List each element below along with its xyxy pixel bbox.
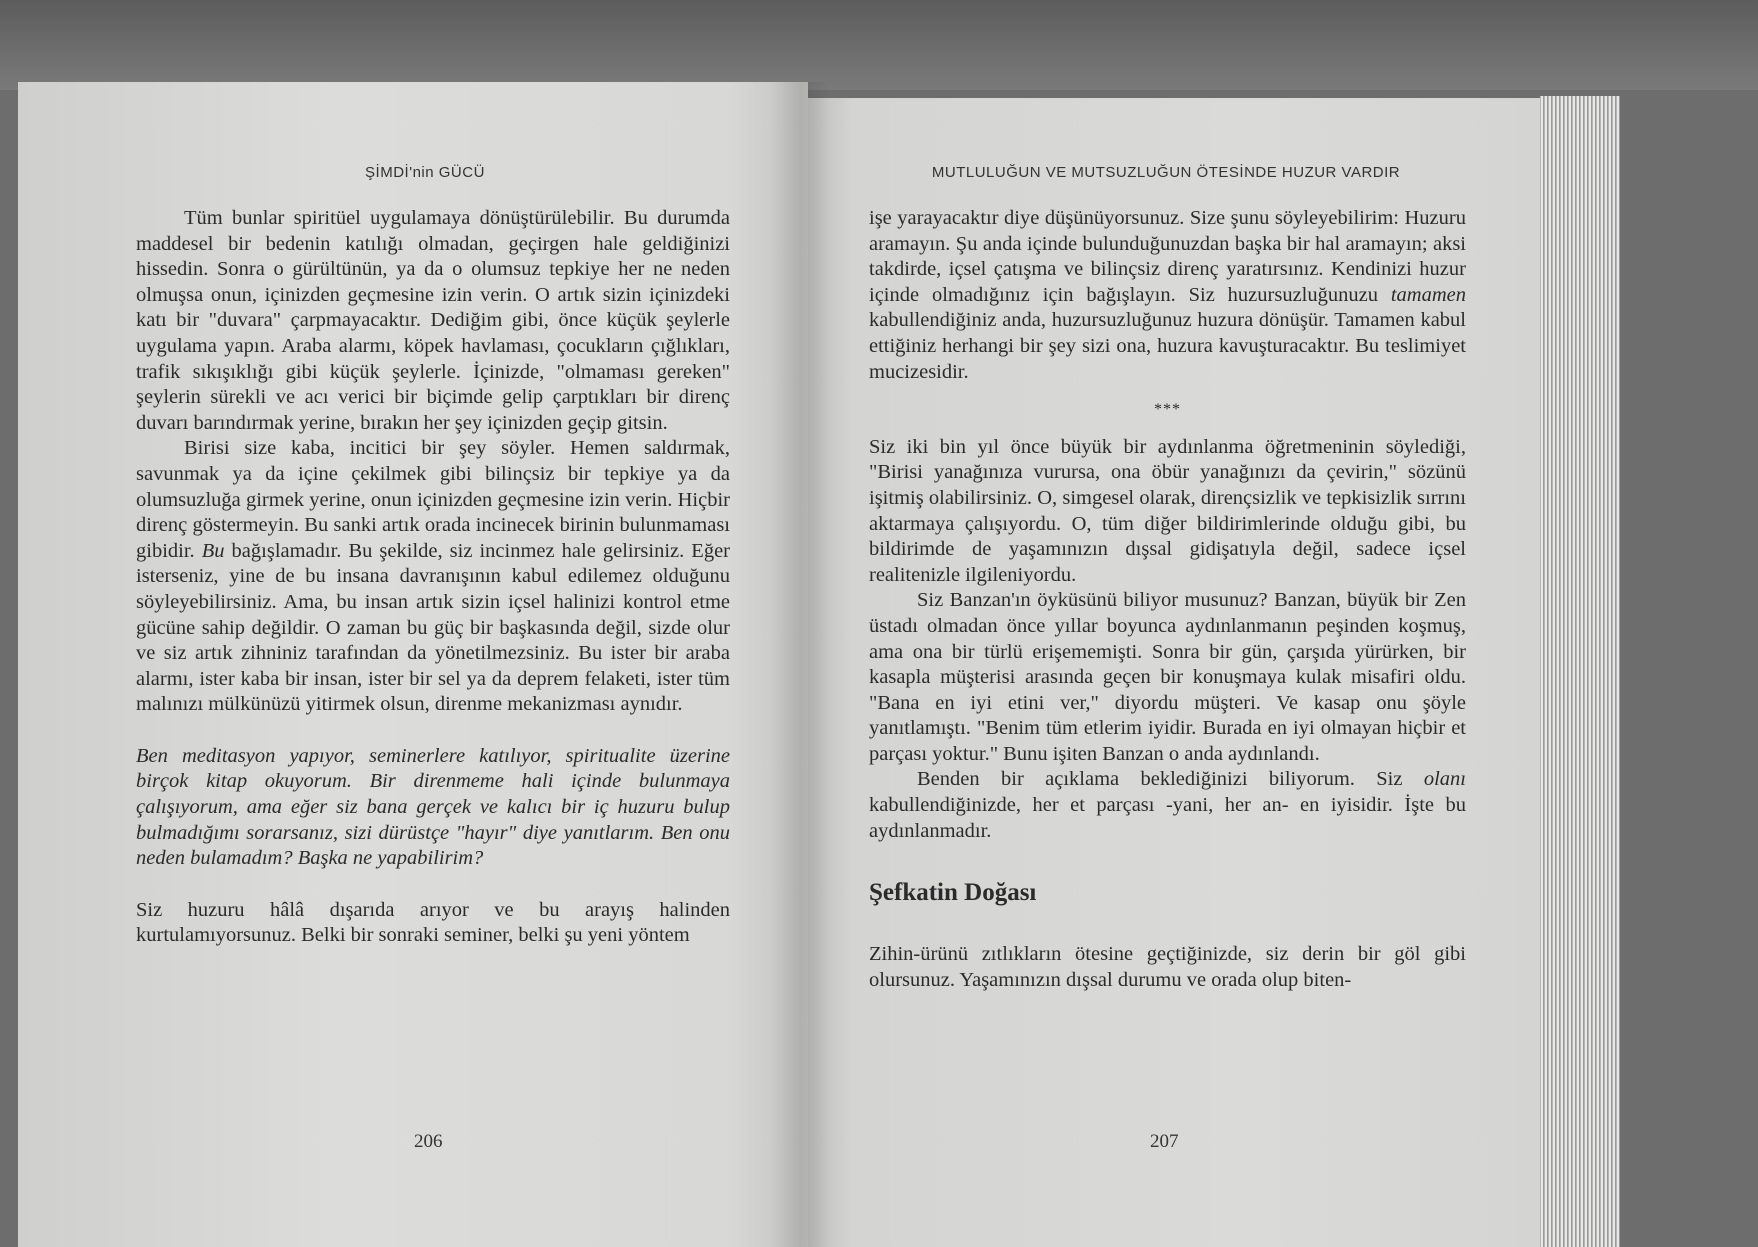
right-paragraph-1-text: işe yarayacaktır diye düşünüyorsunuz. Size şunu söyleyebilirim: Huzuru aramayın. Şu anda içinde bulunduğunuzdan başka bir hal aramayın; aksi takdirde, içsel çatışma ve bilinçsiz direnç yaratırsınız. Kendinizi huzur içinde olmadığınız için bağışlayın. Siz huzursuzluğunuzu	[869, 207, 1466, 306]
right-paragraph-4-cont: kabullendiğinizde, her et parçası -yani, her an- en iyisidir. İşte bu aydınlanmadır.	[869, 794, 1466, 842]
right-running-head: MUTLULUĞUN VE MUTSUZLUĞUN ÖTESİNDE HUZUR VARDIR	[931, 164, 1401, 181]
page-edges	[1540, 96, 1620, 1247]
book-gutter	[770, 82, 830, 1247]
right-italic-tamamen: tamamen	[1390, 283, 1467, 306]
section-heading: Şefkatin Doğası	[869, 879, 1037, 907]
left-italic-word: Bu	[201, 539, 225, 562]
left-paragraph-2	[136, 436, 730, 718]
left-paragraph-2-cont: bağışlamadır. Bu şekilde, siz incinmez hale gelirsiniz. Eğer isterseniz, yine de bu insana davranışının kabul edilemez olduğunu söyleyebilirsiniz. Ama, bu insan artık sizin içsel halinizi kontrol etme gücüne sahip değildir. O zaman bu güç bir başkasında değil, sizde olur ve siz artık zihniniz tarafından da yönetilmezsiniz. Bu ister bir araba alarmı, ister kaba bir insan, ister bir sel ya da deprem felaketi, ister tüm malınızı mülkünüzü yitirmek olsun, direnme mekanizması aynıdır.	[136, 539, 730, 716]
scanner-background-right	[1620, 96, 1758, 1247]
left-page-number: 206	[414, 1131, 443, 1152]
reader-question: Ben meditasyon yapıyor, seminerlere katılıyor, spiritualite üzerine birçok kitap okuyorum. Bir direnmeme hali içinde bulunmaya çalışıyorum, ama eğer siz bana gerçek ve kalıcı bir iç huzuru bulup bulmadığımı sorarsanız, sizi dürüstçe "hayır" diye yanıtlarım. Ben onu neden bulamadım? Başka ne yapabilirim?	[136, 744, 730, 870]
left-paragraph-2-text: Birisi size kaba, incitici bir şey söyler. Hemen saldırmak, savunmak ya da içine çekilmek gibi bilinçsiz bir tepkiye ya da olumsuzluğa girmek yerine, onun içinizden geçmesine izin verin. Hiçbir direnç göstermeyin. Bu sanki artık orada incinecek birinin bulunmaması gibidir.	[136, 437, 730, 562]
right-paragraph-5: Zihin-ürünü zıtlıkların ötesine geçtiğinizde, siz derin bir göl gibi olursunuz. Yaşamınızın dışsal durumu ve orada olup biten-	[869, 943, 1466, 991]
right-paragraph-2: Siz iki bin yıl önce büyük bir aydınlanma öğretmeninin söylediği, "Birisi yanağınıza vurursa, ona öbür yanağınızı da çevirin," sözünü işitmiş olabilirsiniz. O, simgesel olarak, dirençsizlik ve tepkisizlik sırrını aktarmaya çalışıyordu. O, tüm diğer bildirimlerinde olduğu gibi, bu bildirimde de yaşamınızın dışsal gidişatıyla değil, sadece içsel realitenizle ilgileniyordu.	[869, 435, 1466, 586]
right-paragraph-1	[869, 206, 1466, 385]
right-paragraph-4-text: Benden bir açıklama beklediğinizi biliyorum. Siz	[917, 768, 1403, 791]
right-text-block	[869, 206, 1466, 993]
left-text-block	[136, 206, 730, 949]
right-paragraph-1-cont: kabullendiğiniz anda, huzursuzluğunuz huzura dönüşür. Tamamen kabul ettiğiniz herhangi bir şey sizi ona, huzura kavuşturacaktır. Bu teslimiyet mucizesidir.	[869, 309, 1466, 383]
left-answer: Siz huzuru hâlâ dışarıda arıyor ve bu arayış halinden kurtulamıyorsunuz. Belki bir sonraki seminer, belki şu yeni yöntem	[136, 898, 730, 947]
right-paragraph-4	[869, 767, 1466, 844]
right-paragraph-3: Siz Banzan'ın öyküsünü biliyor musunuz? Banzan, büyük bir Zen üstadı olmadan önce yıllar boyunca aydınlanmanın peşinden koşmuş, ama ona bir türlü erişememişti. Sonra bir gün, çarşıda yürürken, bir kasapla müşterisi arasında geçen bir konuşmaya kulak misafiri oldu. "Bana en iyi etini ver," diyordu müşteri. Ve kasap onu şöyle yanıtlamıştı. "Benim tüm etlerim iyidir. Burada en iyi olmayan hiçbir et parçası yoktur." Bunu işiten Banzan o anda aydınlandı.	[869, 589, 1466, 765]
left-running-head: ŞİMDİ'nin GÜCÜ	[365, 164, 485, 181]
section-separator: ***	[1154, 401, 1181, 419]
right-italic-olani: olanı	[1423, 768, 1466, 791]
left-paragraph-1: Tüm bunlar spiritüel uygulamaya dönüştürülebilir. Bu durumda maddesel bir bedenin katılığı olmadan, geçirgen hale geldiğinizi hissedin. Sonra o gürültünün, ya da o olumsuz tepkiye her ne neden olmuşsa onun, içinizden geçmesine izin verin. O artık sizin içinizdeki katı bir "duvara" çarpmayacaktır. Dediğim gibi, önce küçük şeylerle uygulama yapın. Araba alarmı, köpek havlaması, çocukların çığlıkları, trafik sıkışıklığı gibi küçük şeylerle. İçinizde, "olmaması gereken" şeylerin sürekli ve acı verici bir biçimde gelip çarptıkları bir direnç duvarı barındırmak yerine, bırakın her şey içinizden geçip gitsin.	[136, 207, 730, 434]
right-page-number: 207	[1150, 1131, 1179, 1152]
scanner-background	[0, 0, 1758, 90]
